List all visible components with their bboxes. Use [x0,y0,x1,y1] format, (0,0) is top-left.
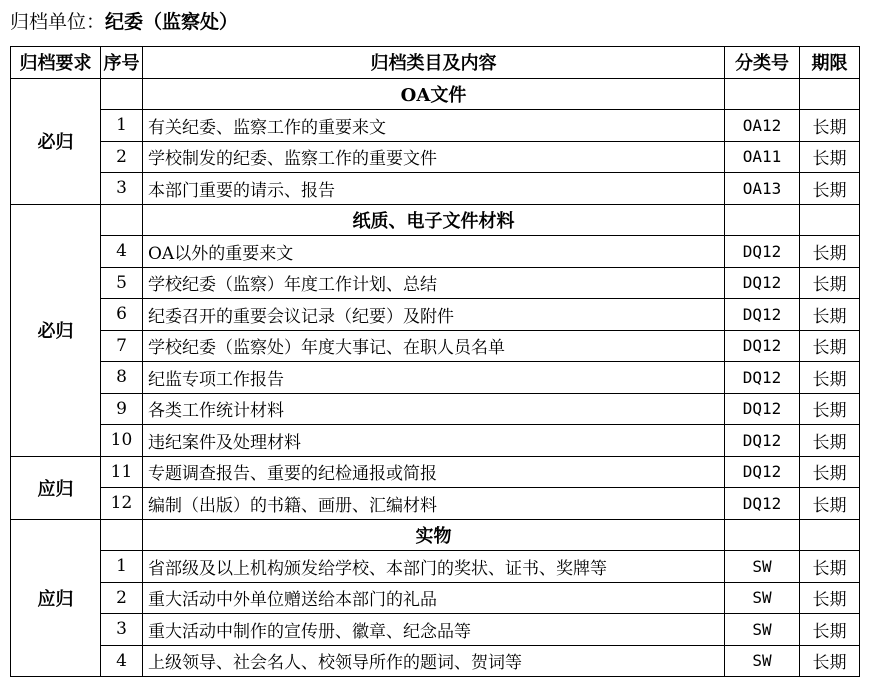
term-cell: 长期 [800,488,860,520]
requirement-cell: 必归 [11,204,101,456]
code-cell: SW [725,582,800,614]
table-row [11,267,860,299]
table-row [11,614,860,646]
header-term: 期限 [800,47,860,79]
content-cell: 有关纪委、监察工作的重要来文 [143,110,725,142]
section-row [11,78,860,110]
table-row [11,582,860,614]
header-content: 归档类目及内容 [143,47,725,79]
requirement-cell: 应归 [11,456,101,519]
term-cell: 长期 [800,236,860,268]
table-row [11,362,860,394]
seq-cell: 4 [101,236,143,268]
seq-cell: 7 [101,330,143,362]
term-cell: 长期 [800,393,860,425]
table-row [11,236,860,268]
code-cell: OA12 [725,110,800,142]
section-term-empty [800,204,860,236]
code-cell: DQ12 [725,393,800,425]
seq-cell: 8 [101,362,143,394]
table-row [11,173,860,205]
code-cell: DQ12 [725,456,800,488]
term-cell: 长期 [800,614,860,646]
content-cell: 纪委召开的重要会议记录（纪要）及附件 [143,299,725,331]
seq-cell: 12 [101,488,143,520]
table-row [11,425,860,457]
content-cell: 编制（出版）的书籍、画册、汇编材料 [143,488,725,520]
code-cell: SW [725,551,800,583]
seq-cell: 6 [101,299,143,331]
content-cell: 专题调查报告、重要的纪检通报或简报 [143,456,725,488]
term-cell: 长期 [800,299,860,331]
archive-unit-label: 归档单位： [10,11,106,33]
content-cell: 纪监专项工作报告 [143,362,725,394]
code-cell: OA13 [725,173,800,205]
table-row [11,299,860,331]
header-code: 分类号 [725,47,800,79]
section-code-empty [725,204,800,236]
table-row [11,141,860,173]
content-cell: 学校纪委（监察处）年度大事记、在职人员名单 [143,330,725,362]
seq-cell: 4 [101,645,143,677]
section-seq-empty [101,204,143,236]
seq-cell: 5 [101,267,143,299]
code-cell: DQ12 [725,488,800,520]
archive-unit-line [10,8,238,36]
table-row [11,645,860,677]
code-cell: SW [725,614,800,646]
table-row [11,330,860,362]
requirement-cell: 必归 [11,78,101,204]
code-cell: DQ12 [725,425,800,457]
content-cell: 各类工作统计材料 [143,393,725,425]
header-row [11,47,860,79]
seq-cell: 9 [101,393,143,425]
section-term-empty [800,78,860,110]
section-title: OA文件 [143,78,725,110]
seq-cell: 11 [101,456,143,488]
seq-cell: 1 [101,551,143,583]
term-cell: 长期 [800,362,860,394]
section-term-empty [800,519,860,551]
seq-cell: 10 [101,425,143,457]
seq-cell: 1 [101,110,143,142]
section-code-empty [725,78,800,110]
section-row [11,204,860,236]
content-cell: 学校纪委（监察）年度工作计划、总结 [143,267,725,299]
table-row [11,393,860,425]
section-row [11,519,860,551]
section-title: 实物 [143,519,725,551]
section-code-empty [725,519,800,551]
code-cell: OA11 [725,141,800,173]
term-cell: 长期 [800,141,860,173]
header-requirement: 归档要求 [11,47,101,79]
header-seq: 序号 [101,47,143,79]
seq-cell: 2 [101,582,143,614]
term-cell: 长期 [800,330,860,362]
term-cell: 长期 [800,425,860,457]
term-cell: 长期 [800,645,860,677]
term-cell: 长期 [800,173,860,205]
code-cell: DQ12 [725,267,800,299]
table-row [11,110,860,142]
archive-table [10,46,860,677]
code-cell: SW [725,645,800,677]
seq-cell: 3 [101,614,143,646]
term-cell: 长期 [800,551,860,583]
code-cell: DQ12 [725,330,800,362]
section-seq-empty [101,78,143,110]
content-cell: 重大活动中外单位赠送给本部门的礼品 [143,582,725,614]
table-row [11,551,860,583]
term-cell: 长期 [800,110,860,142]
section-seq-empty [101,519,143,551]
term-cell: 长期 [800,582,860,614]
content-cell: 违纪案件及处理材料 [143,425,725,457]
term-cell: 长期 [800,456,860,488]
content-cell: 本部门重要的请示、报告 [143,173,725,205]
content-cell: 学校制发的纪委、监察工作的重要文件 [143,141,725,173]
table-row [11,488,860,520]
code-cell: DQ12 [725,362,800,394]
archive-unit-value: 纪委（监察处） [105,11,239,33]
section-title: 纸质、电子文件材料 [143,204,725,236]
content-cell: 省部级及以上机构颁发给学校、本部门的奖状、证书、奖牌等 [143,551,725,583]
content-cell: 重大活动中制作的宣传册、徽章、纪念品等 [143,614,725,646]
code-cell: DQ12 [725,236,800,268]
table-row [11,456,860,488]
seq-cell: 3 [101,173,143,205]
term-cell: 长期 [800,267,860,299]
archive-table-body [11,78,860,677]
seq-cell: 2 [101,141,143,173]
requirement-cell: 应归 [11,519,101,677]
code-cell: DQ12 [725,299,800,331]
content-cell: 上级领导、社会名人、校领导所作的题词、贺词等 [143,645,725,677]
content-cell: OA以外的重要来文 [143,236,725,268]
